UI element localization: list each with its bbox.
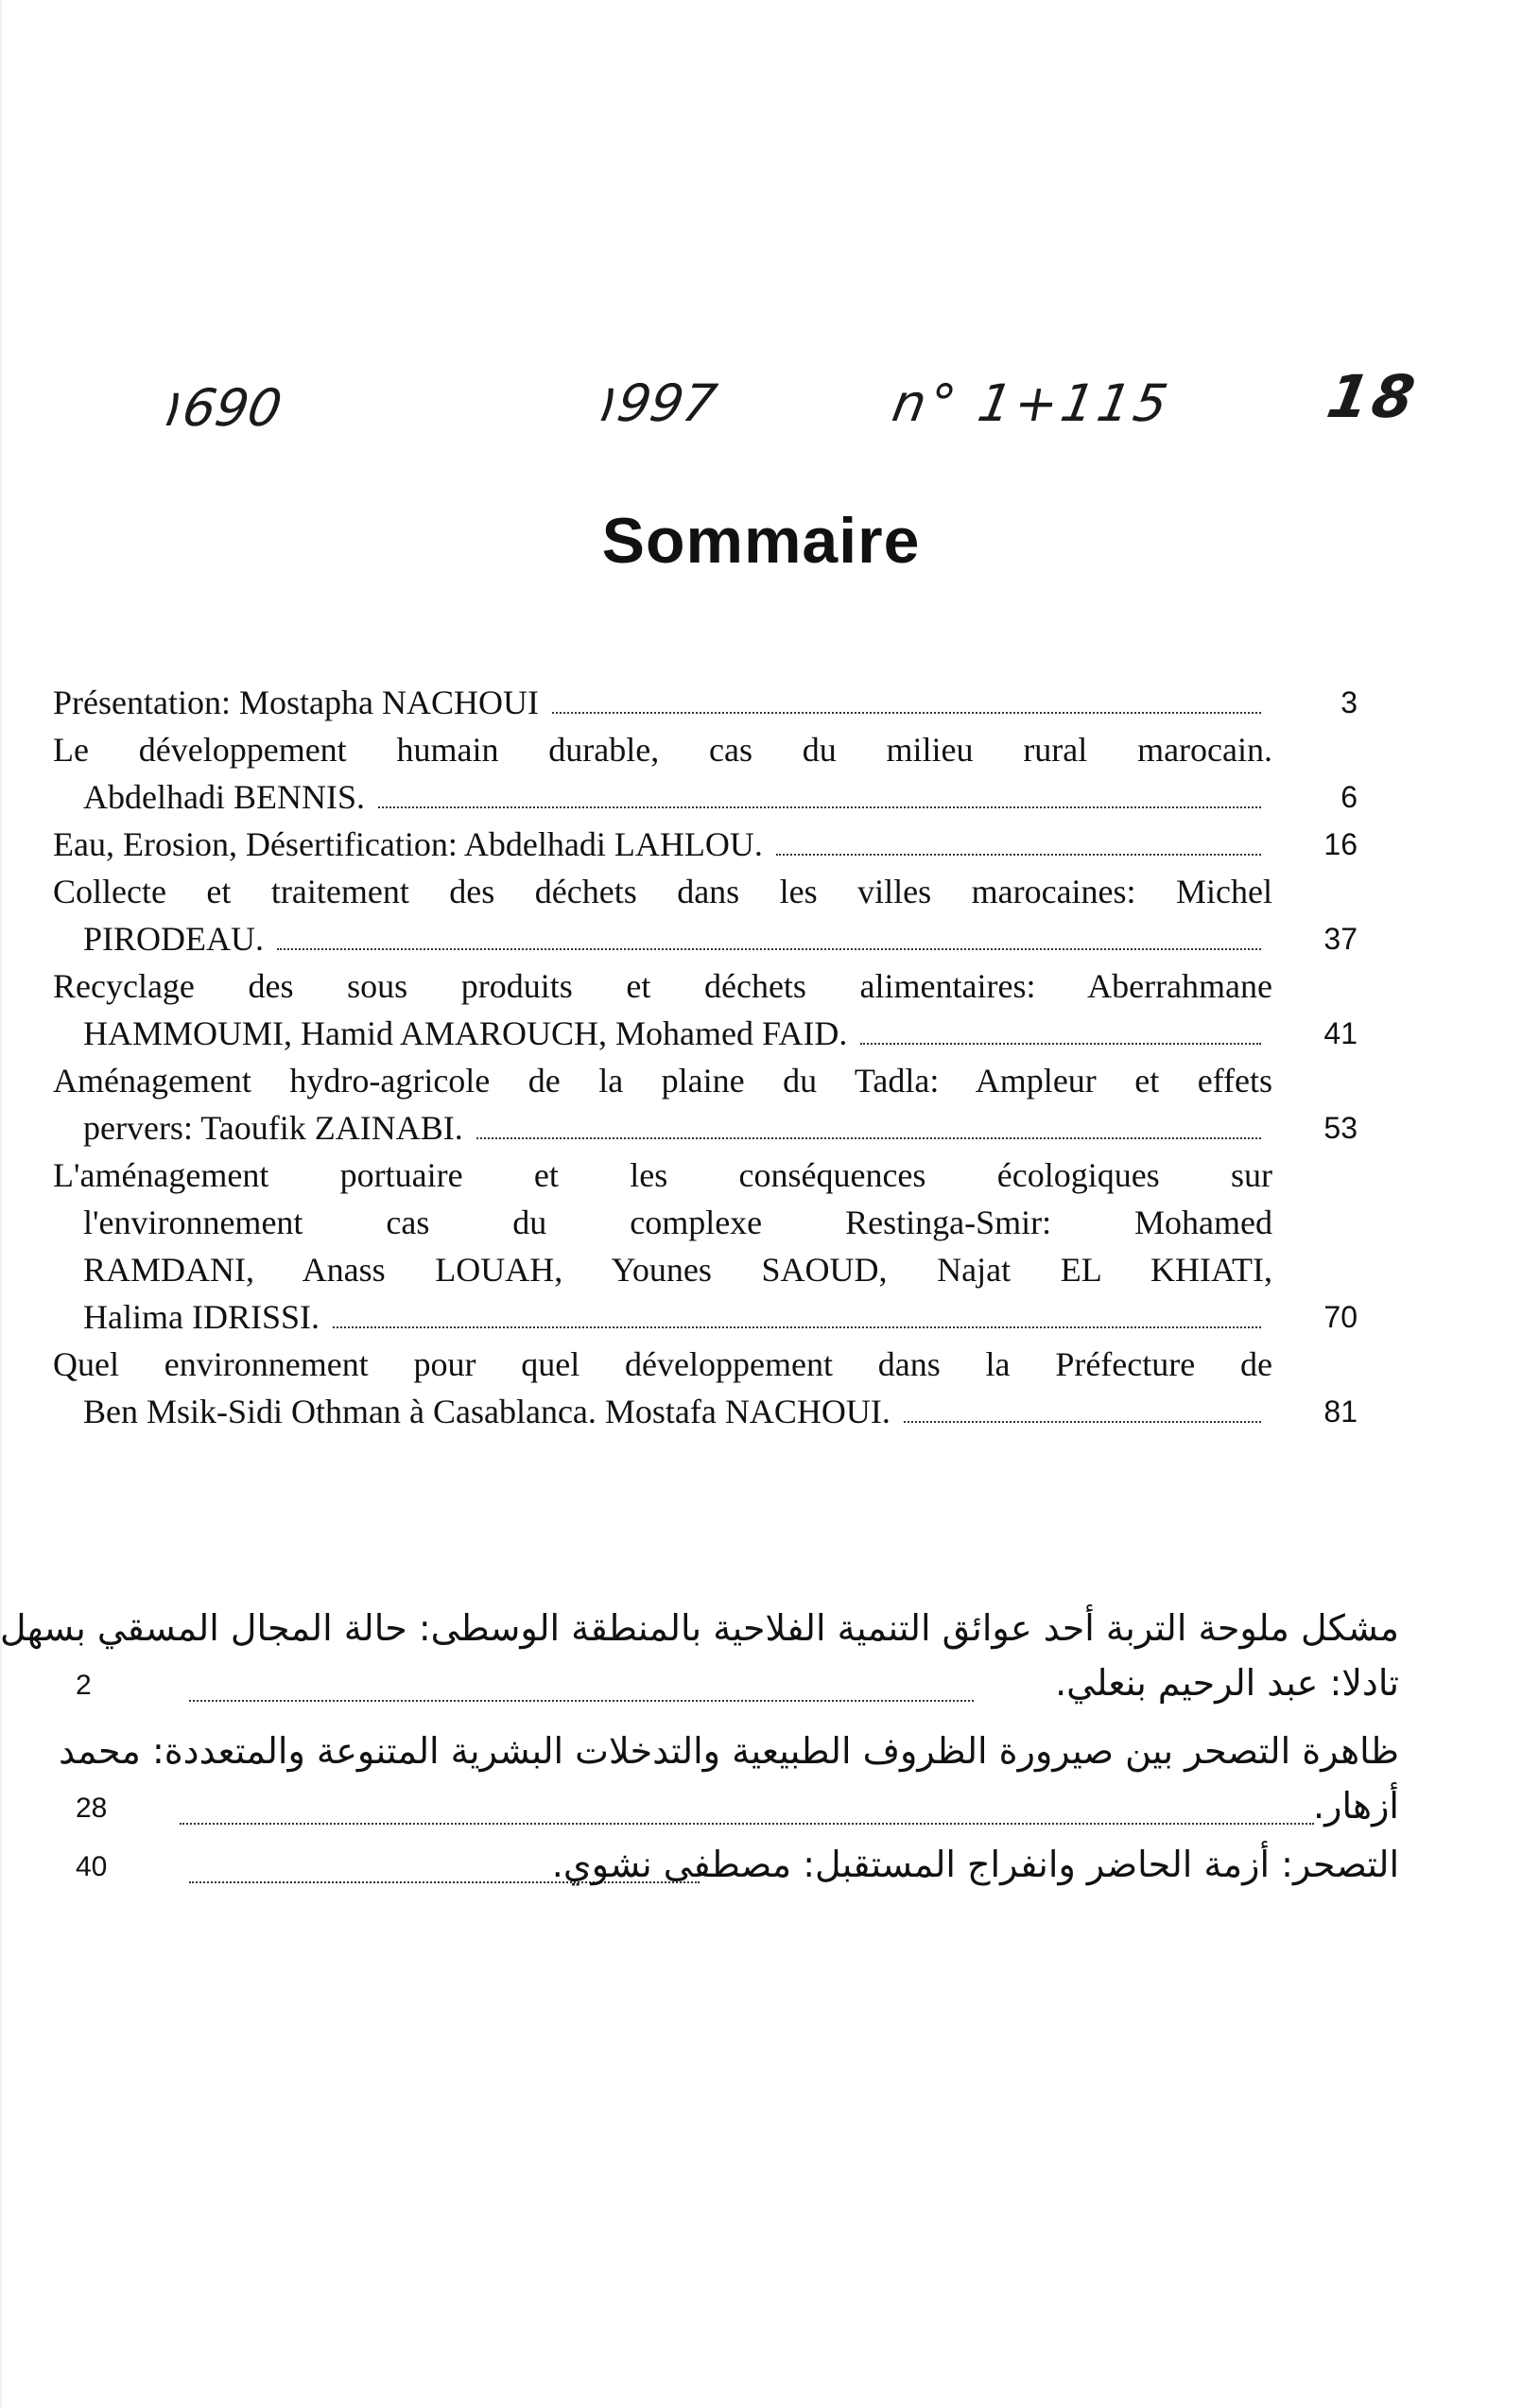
toc-entry[interactable] — [53, 821, 1358, 868]
toc-entry-arabic[interactable] — [59, 1730, 1399, 1785]
toc-page-number: 3 — [1340, 685, 1358, 719]
toc-entry[interactable] — [53, 962, 1358, 1057]
arabic-toc — [0, 1607, 1399, 1898]
dot-leader — [552, 712, 1261, 714]
dot-leader — [860, 1043, 1261, 1045]
toc-entry-text: Recyclage des sous produits et déchets alimentaires: Aberrahmane — [53, 967, 1272, 1005]
toc-entry[interactable] — [53, 1057, 1358, 1152]
dot-leader — [776, 854, 1261, 856]
toc-entry-text: التصحر: أزمة الحاضر وانفراج المستقبل: مصطفى نشوي. — [551, 1844, 1399, 1885]
handwritten-mark: 18 — [1322, 362, 1424, 431]
dot-leader — [180, 1823, 1314, 1825]
toc-entry[interactable] — [53, 1152, 1358, 1341]
toc-entry-text: L'aménagement portuaire et les conséquences écologiques sur — [53, 1156, 1272, 1194]
toc-entry-text: PIRODEAU. — [83, 920, 265, 958]
toc-entry-text: RAMDANI, Anass LOUAH, Younes SAOUD, Najat EL KHIATI, — [83, 1251, 1272, 1289]
toc-page-number: 37 — [1323, 922, 1358, 956]
toc-entry-text: HAMMOUMI, Hamid AMAROUCH, Mohamed FAID. — [83, 1014, 848, 1052]
toc-page-number: 41 — [1323, 1016, 1358, 1050]
dot-leader — [476, 1137, 1261, 1139]
toc-entry[interactable] — [53, 868, 1358, 962]
toc-entry-text: مشكل ملوحة التربة أحد عوائق التنمية الفلاحية بالمنطقة الوسطى: حالة المجال المسقي بسهل — [0, 1607, 1399, 1649]
toc-page-number: 81 — [1323, 1395, 1358, 1429]
toc-entry-text: l'environnement cas du complexe Restinga-Smir: Mohamed — [83, 1204, 1272, 1241]
toc-entry-text: Le développement humain durable, cas du milieu rural marocain. — [53, 731, 1272, 769]
handwritten-issue: n° 1+115 — [888, 373, 1176, 433]
toc-entry[interactable] — [53, 1341, 1358, 1435]
toc-entry-text: Halima IDRISSI. — [83, 1298, 320, 1336]
toc-page-number: 16 — [1323, 827, 1358, 861]
toc-page-number: 6 — [1340, 780, 1358, 814]
toc-entry-arabic-cont[interactable] — [76, 1785, 1399, 1840]
toc-page-number: 53 — [1323, 1111, 1358, 1145]
toc-entry-text: Présentation: Mostapha NACHOUI — [53, 684, 539, 721]
handwritten-year: ١997 — [585, 373, 721, 433]
toc-page-number: 70 — [1323, 1300, 1358, 1334]
toc-entry-text: تادلا: عبد الرحيم بنعلي. — [1055, 1662, 1399, 1704]
dot-leader — [189, 1700, 974, 1702]
page-title: Sommaire — [601, 505, 921, 577]
dot-leader — [333, 1326, 1261, 1328]
dot-leader — [904, 1421, 1261, 1423]
toc-entry-text: Ben Msik-Sidi Othman à Casablanca. Mostafa NACHOUI. — [83, 1393, 891, 1430]
toc-entry-text: Eau, Erosion, Désertification: Abdelhadi LAHLOU. — [53, 825, 763, 863]
toc-entry-arabic[interactable] — [76, 1844, 1399, 1898]
toc-page-number: 2 — [76, 1670, 92, 1701]
handwritten-annotations — [0, 362, 1522, 477]
toc-entry[interactable] — [53, 679, 1358, 726]
toc-entry-text: Quel environnement pour quel développement dans la Préfecture de — [53, 1345, 1272, 1383]
toc-entry-text: Abdelhadi BENNIS. — [83, 778, 365, 816]
dot-leader — [378, 806, 1261, 808]
toc-entry[interactable] — [53, 726, 1358, 821]
toc-entry-arabic[interactable] — [0, 1607, 1399, 1662]
french-toc — [53, 679, 1358, 1435]
handwritten-number: ١690 — [150, 378, 286, 438]
toc-entry-text: أزهار. — [1313, 1785, 1399, 1827]
toc-entry-text: pervers: Taoufik ZAINABI. — [83, 1109, 463, 1147]
toc-page-number: 28 — [76, 1793, 108, 1824]
toc-entry-text: Collecte et traitement des déchets dans les villes marocaines: Michel — [53, 873, 1272, 910]
toc-entry-text: ظاهرة التصحر بين صيرورة الظروف الطبيعية والتدخلات البشرية المتنوعة والمتعددة: محمد — [59, 1730, 1399, 1772]
toc-page-number: 40 — [76, 1851, 108, 1882]
toc-entry-arabic-cont[interactable] — [76, 1662, 1399, 1717]
dot-leader — [277, 948, 1261, 950]
toc-entry-text: Aménagement hydro-agricole de la plaine du Tadla: Ampleur et effets — [53, 1062, 1272, 1100]
scan-edge — [0, 0, 2, 2408]
